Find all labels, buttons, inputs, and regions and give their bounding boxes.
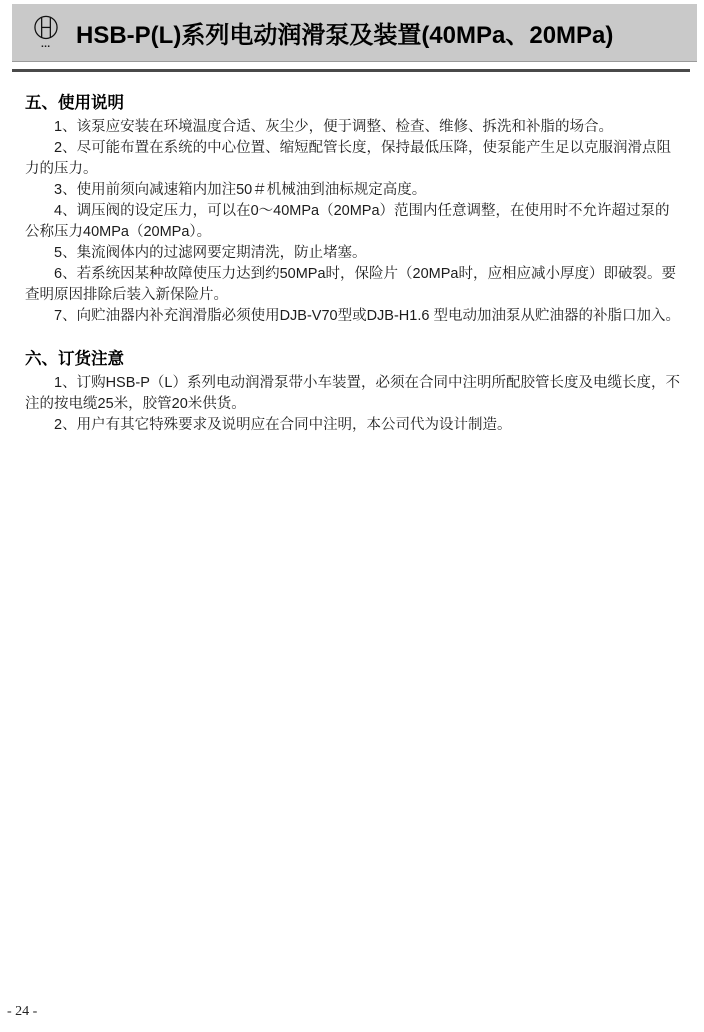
header-divider <box>12 69 690 72</box>
usage-item: 6、若系统因某种故障使压力达到约50MPa时，保险片（20MPa时，应相应减小厚度）即破裂。要查明原因排除后装入新保险片。 <box>25 266 676 303</box>
ordering-item: 1、订购HSB-P（L）系列电动润滑泵带小车装置，必须在合同中注明所配胶管长度及电缆长度，不注的按电缆25米，胶管20米供货。 <box>25 375 680 412</box>
section-usage-instructions <box>25 92 682 327</box>
circle-h-monogram-icon <box>30 14 62 44</box>
logo-subtext: ▪▪▪ <box>41 44 51 50</box>
page-header <box>12 4 697 62</box>
section-ordering-notes <box>25 348 682 436</box>
usage-item: 1、该泵应安装在环境温度合适、灰尘少，便于调整、检查、维修、拆洗和补脂的场合。 <box>54 119 614 135</box>
section-heading: 五、使用说明 <box>25 94 124 112</box>
page-number: - 24 - <box>7 1004 38 1019</box>
usage-item: 4、调压阀的设定压力，可以在0～40MPa（20MPa）范围内任意调整，在使用时不允许超过泵的公称压力40MPa（20MPa）。 <box>25 203 670 240</box>
ordering-item: 2、用户有其它特殊要求及说明应在合同中注明，本公司代为设计制造。 <box>54 417 512 433</box>
usage-item: 3、使用前须向减速箱内加注50＃机械油到油标规定高度。 <box>54 182 427 198</box>
section-heading: 六、订货注意 <box>25 350 124 368</box>
company-logo <box>29 14 63 51</box>
usage-item: 2、尽可能布置在系统的中心位置、缩短配管长度，保持最低压降，使泵能产生足以克服润滑点阻力的压力。 <box>25 140 672 177</box>
usage-item: 7、向贮油器内补充润滑脂必须使用DJB-V70型或DJB-H1.6 型电动加油泵从贮油器的补脂口加入。 <box>54 308 680 324</box>
usage-item: 5、集流阀体内的过滤网要定期清洗，防止堵塞。 <box>54 245 367 261</box>
page-title: HSB-P(L)系列电动润滑泵及装置(40MPa、20MPa) <box>76 22 614 49</box>
document-body <box>25 92 682 436</box>
